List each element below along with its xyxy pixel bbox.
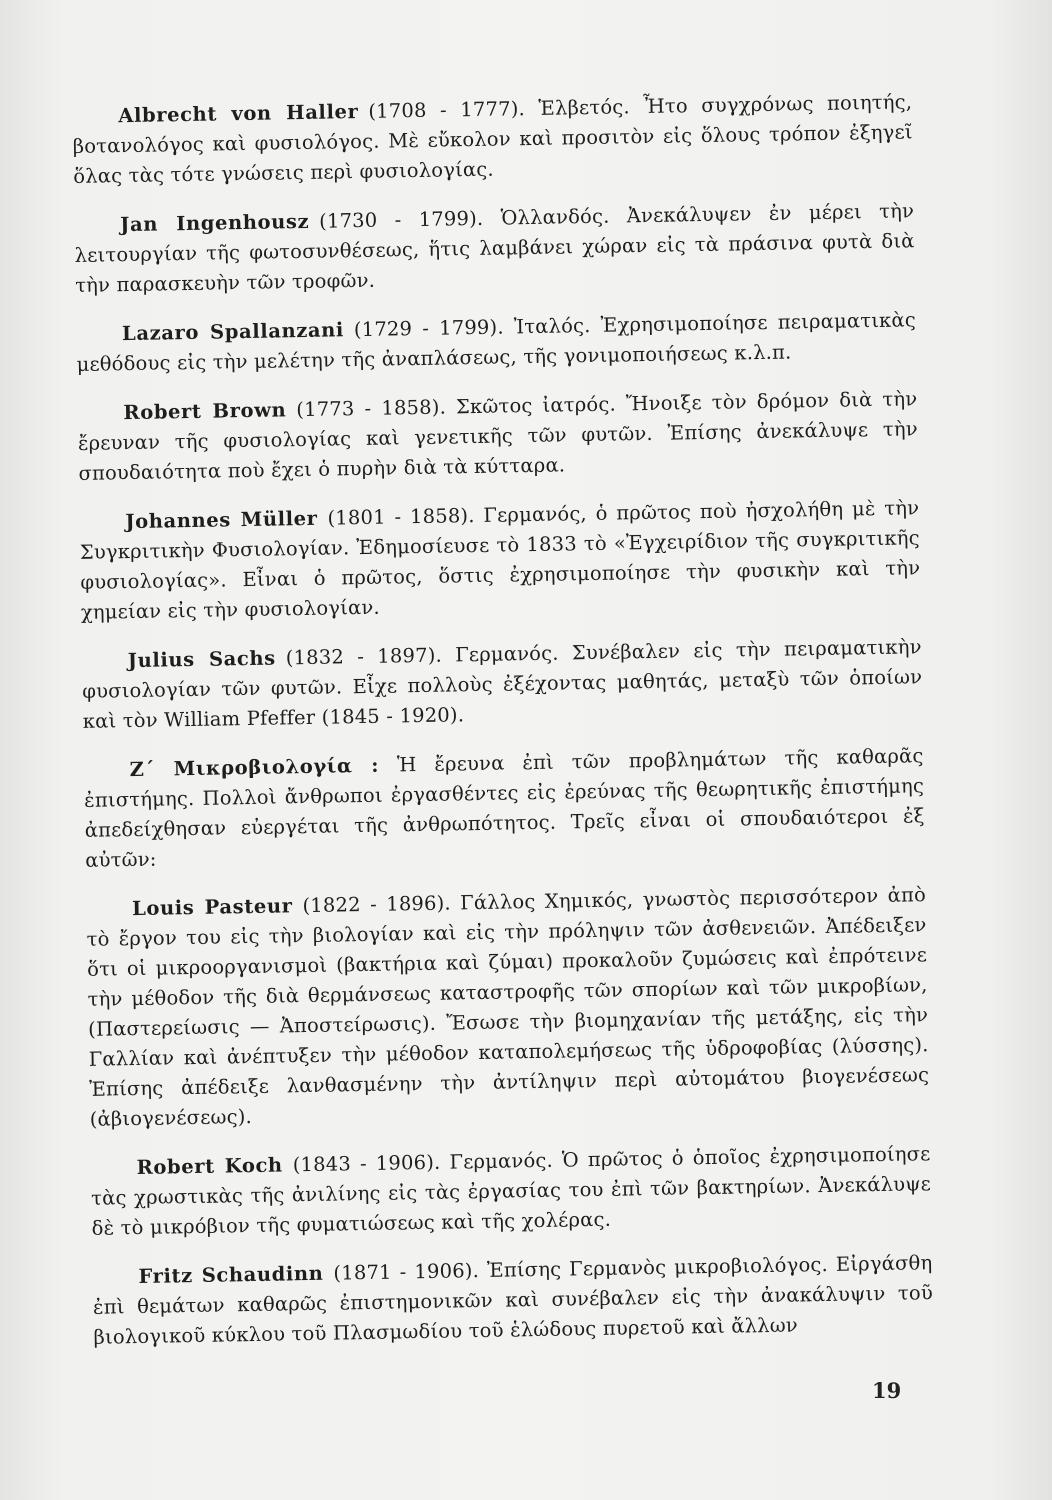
entry-brown bbox=[77, 384, 918, 489]
entry-dates: (1730 - 1799). bbox=[318, 206, 484, 233]
entry-dates: (1729 - 1799). bbox=[353, 315, 504, 342]
entry-schaudinn bbox=[92, 1248, 933, 1353]
entry-name: Robert Koch bbox=[136, 1153, 283, 1180]
entry-name: Johannes Müller bbox=[125, 506, 318, 534]
entry-text: Γερμανός. Συνέβαλεν εἰς τὴν πειραματικὴν φυσιολογίαν τῶν φυτῶν. Εἶχε πολλοὺς ἐξέχοντας μαθητάς, μεταξὺ τῶν ὁποίων καὶ τὸν William Pfeffer (1845 - 1920). bbox=[82, 635, 923, 733]
entry-text: Σκῶτος ἰατρός. Ἤνοιξε τὸν δρόμον διὰ τὴν ἔρευναν τῆς φυσιολογίας καὶ γενετικῆς τῶν φυτῶν. Ἐπίσης ἀνεκάλυψε τὴν σπουδαιότητα ποὺ ἔχει ὁ πυρὴν διὰ τὰ κύτταρα. bbox=[77, 387, 919, 485]
entry-dates: (1832 - 1897). bbox=[285, 643, 443, 670]
section-microbiology bbox=[83, 741, 925, 876]
entry-dates: (1801 - 1858). bbox=[327, 504, 475, 530]
entry-spallanzani bbox=[76, 305, 917, 380]
page-number: 19 bbox=[872, 1378, 902, 1403]
entry-text: Ἐπίσης Γερμανὸς μικροβιολόγος. Εἰργάσθη ἐπὶ θεμάτων καθαρῶς ἐπιστημονικῶν καὶ συνέβαλεν εἰς τὴν ἀνακάλυψιν τοῦ βιολογικοῦ κύκλου τοῦ Πλασμωδίου τοῦ ἑλώδους πυρετοῦ καὶ ἄλλων bbox=[92, 1251, 934, 1349]
entry-text: Ὁλλανδός. Ἀνεκάλυψεν ἐν μέρει τὴν λειτουργίαν τῆς φωτοσυνθέσεως, ἥτις λαμβάνει χώραν εἰς τὰ πράσινα φυτὰ διὰ τὴν παρασκευὴν τῶν τροφῶν. bbox=[74, 199, 915, 297]
entry-haller bbox=[72, 87, 913, 192]
entry-name: Robert Brown bbox=[123, 398, 287, 425]
entry-text: Γερμανός. Ὁ πρῶτος ὁ ὁποῖος ἐχρησιμοποίησε τὰς χρωστικὰς τῆς ἀνιλίνης εἰς τὰς ἐργασίας του ἐπὶ τῶν βακτηρίων. Ἀνεκάλυψε δὲ τὸ μικρόβιον τῆς φυματιώσεως καὶ τῆς χολέρας. bbox=[90, 1142, 932, 1240]
entry-name: Julius Sachs bbox=[127, 646, 276, 673]
entry-dates: (1843 - 1906). bbox=[292, 1150, 441, 1177]
entry-text: Ἑλβετός. Ἦτο συγχρόνως ποιητής, βοτανολόγος καὶ φυσιολόγος. Μὲ εὔκολον καὶ προσιτὸν εἰς ὅλους τρόπον ἐξηγεῖ ὅλας τὰς τότε γνώσεις περὶ φυσιολογίας. bbox=[72, 90, 913, 188]
entry-muller bbox=[79, 493, 921, 628]
entry-ingenhousz bbox=[74, 196, 915, 301]
entry-dates: (1708 - 1777). bbox=[368, 97, 526, 123]
entry-pasteur bbox=[86, 880, 930, 1135]
entry-koch bbox=[90, 1139, 931, 1244]
entry-name: Albrecht von Haller bbox=[118, 100, 359, 128]
section-heading: Ζ΄ Μικροβιολογία : bbox=[129, 753, 380, 782]
entry-sachs bbox=[82, 632, 923, 737]
entry-dates: (1822 - 1896). bbox=[302, 891, 452, 918]
entry-text: Γάλλος Χημικός, γνωστὸς περισσότερον ἀπὸ τὸ ἔργον του εἰς τὴν βιολογίαν καὶ εἰς τὴν πρόληψιν τῶν ἀσθενειῶν. Ἀπέδειξεν ὅτι οἱ μικροοργανισμοὶ (βακτήρια καὶ ζύμαι) προκαλοῦν ζυμώσεις καὶ ἐπρότεινε τὴν μέθοδον τῆς διὰ θερμάνσεως καταστροφῆς τῶν σπορίων καὶ τῶν μικροβίων, (Παστερείωσις — Ἀποστείρωσις). Ἔσωσε τὴν βιομηχανίαν τῆς μετάξης, εἰς τὴν Γαλλίαν καὶ ἀνέπτυξεν τὴν μέθοδον καταπολεμήσεως τῆς ὑδροφοβίας (λύσσης). Ἐπίσης ἀπέδειξε λανθασμένην τὴν ἀντίληψιν περὶ αὐτομάτου βιογενέσεως (ἀβιογενέσεως). bbox=[86, 883, 930, 1131]
entry-name: Fritz Schaudinn bbox=[138, 1261, 324, 1289]
page-body bbox=[72, 87, 934, 1371]
entry-text: Ἰταλός. Ἐχρησιμοποίησε πειραματικὰς μεθόδους εἰς τὴν μελέτην τῆς ἀναπλάσεως, τῆς γονιμοποιήσεως κ.λ.π. bbox=[76, 308, 917, 376]
entry-text: Γερμανός, ὁ πρῶτος ποὺ ἠσχολήθη μὲ τὴν Συγκριτικὴν Φυσιολογίαν. Ἐδημοσίευσε τὸ 1833 τὸ «Ἐγχειρίδιον τῆς συγκριτικῆς φυσιολογίας». Εἶναι ὁ πρῶτος, ὅστις ἐχρησιμοποίησε τὴν φυσικὴν καὶ τὴν χημείαν εἰς τὴν φυσιολογίαν. bbox=[79, 496, 921, 624]
entry-dates: (1871 - 1906). bbox=[333, 1259, 480, 1285]
entry-name: Jan Ingenhousz bbox=[119, 209, 310, 237]
section-text: Ἡ ἔρευνα ἐπὶ τῶν προβλημάτων τῆς καθαρᾶς ἐπιστήμης. Πολλοὶ ἄνθρωποι ἐργασθέντες εἰς ἐρεύνας τῆς θεωρητικῆς ἐπιστήμης ἀπεδείχθησαν εὐεργέται τῆς ἀνθρωπότητος. Τρεῖς εἶναι οἱ σπουδαιότεροι ἐξ αὐτῶν: bbox=[83, 744, 925, 872]
entry-dates: (1773 - 1858). bbox=[296, 395, 447, 422]
entry-name: Louis Pasteur bbox=[131, 894, 293, 921]
entry-name: Lazaro Spallanzani bbox=[121, 318, 345, 346]
